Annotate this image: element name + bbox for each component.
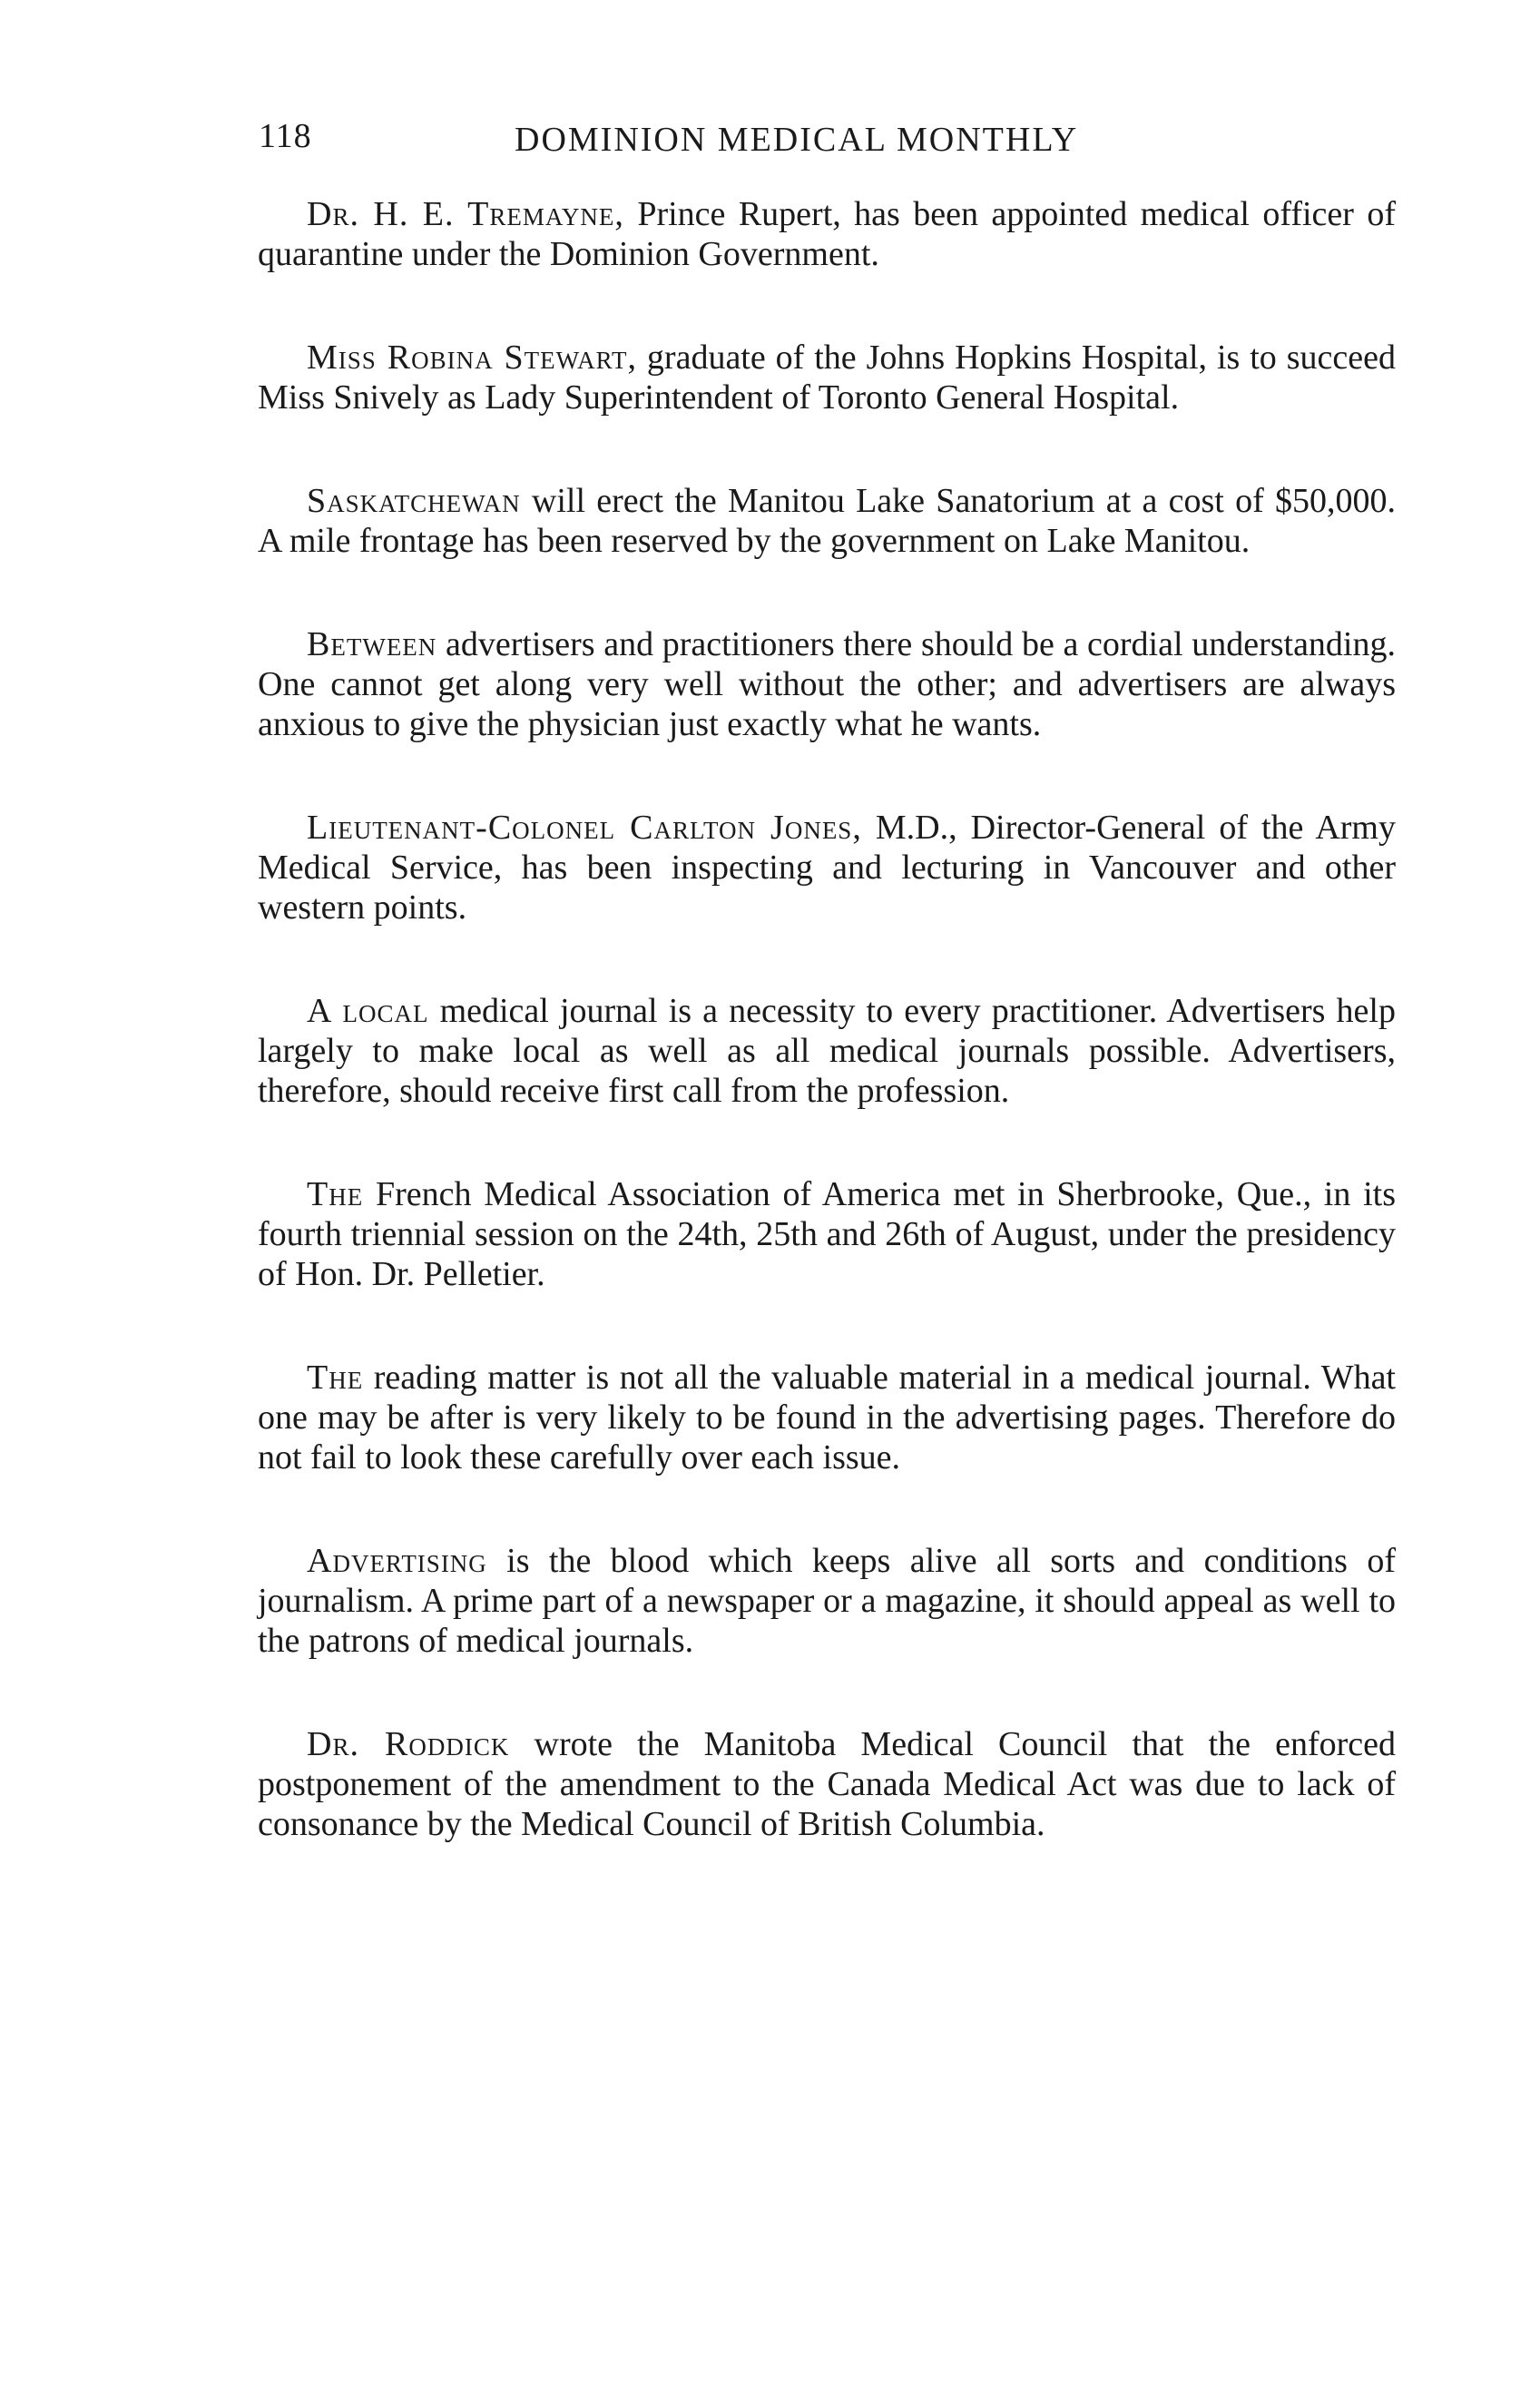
news-item-local-journal <box>258 991 1396 1111</box>
lead-in: Dr. H. E. Tremayne, <box>307 195 624 233</box>
news-item-french-association <box>258 1174 1396 1294</box>
item-text: French Medical Association of America met in Sherbrooke, Que., in its fourth triennial session on the 24th, 25th and 26th of August, under the presidency of Hon. Dr. Pelletier. <box>258 1175 1396 1293</box>
news-item-saskatchewan <box>258 481 1396 561</box>
item-text: medical journal is a necessity to every practitioner. Advertisers help largely to make local as well as all medical journals possible. Advertisers, therefore, should receive first call from the profession. <box>258 992 1396 1110</box>
lead-in: Saskatchewan <box>307 482 521 520</box>
lead-in: Dr. Roddick <box>307 1725 510 1763</box>
article-body <box>258 194 1396 1908</box>
item-text: is the blood which keeps alive all sorts and conditions of journalism. A prime part of a newspaper or a magazine, it should appeal as well to the patrons of medical journals. <box>258 1542 1396 1660</box>
page-header <box>259 116 1166 171</box>
item-text: M.D., Director-General of the Army Medical Service, has been inspecting and lecturing in Vancouver and other western points. <box>258 809 1396 927</box>
news-item-advertising <box>258 1541 1396 1661</box>
lead-in: A local <box>307 992 429 1030</box>
news-item-stewart <box>258 338 1396 417</box>
page-number: 118 <box>259 117 312 155</box>
item-text: advertisers and practitioners there should be a cordial understanding. One cannot get along very well without the other; and advertisers are always anxious to give the physician just exactly what he wants. <box>258 625 1396 743</box>
news-item-advertisers-practitioners <box>258 624 1396 744</box>
news-item-reading-matter <box>258 1358 1396 1477</box>
news-item-tremayne <box>258 194 1396 274</box>
item-text: wrote the Manitoba Medical Council that the enforced postponement of the amendment to the Canada Medical Act was due to lack of consonance by the Medical Council of British Columbia. <box>258 1725 1396 1843</box>
item-text: reading matter is not all the valuable material in a medical journal. What one may be after is very likely to be found in the advertising pages. Therefore do not fail to look these carefully over each issue. <box>258 1359 1396 1477</box>
news-item-roddick <box>258 1724 1396 1844</box>
lead-in: Miss Robina Stewart, <box>307 338 637 377</box>
lead-in: Advertising <box>307 1542 487 1580</box>
lead-in: The <box>307 1359 364 1397</box>
item-text: graduate of the Johns Hopkins Hospital, is to succeed Miss Snively as Lady Superintendent of Toronto General Hospital. <box>258 338 1396 417</box>
lead-in: The <box>307 1175 364 1213</box>
item-text: Prince Rupert, has been appointed medical officer of quarantine under the Dominion Government. <box>258 195 1397 273</box>
news-item-carlton-jones <box>258 808 1396 927</box>
running-head-title: DOMINION MEDICAL MONTHLY <box>515 121 1079 159</box>
item-text: will erect the Manitou Lake Sanatorium at a cost of $50,000. A mile frontage has been reserved by the government on Lake Manitou. <box>258 482 1396 560</box>
lead-in: Lieutenant-Colonel Carlton Jones, <box>307 809 862 847</box>
lead-in: Between <box>307 625 437 663</box>
